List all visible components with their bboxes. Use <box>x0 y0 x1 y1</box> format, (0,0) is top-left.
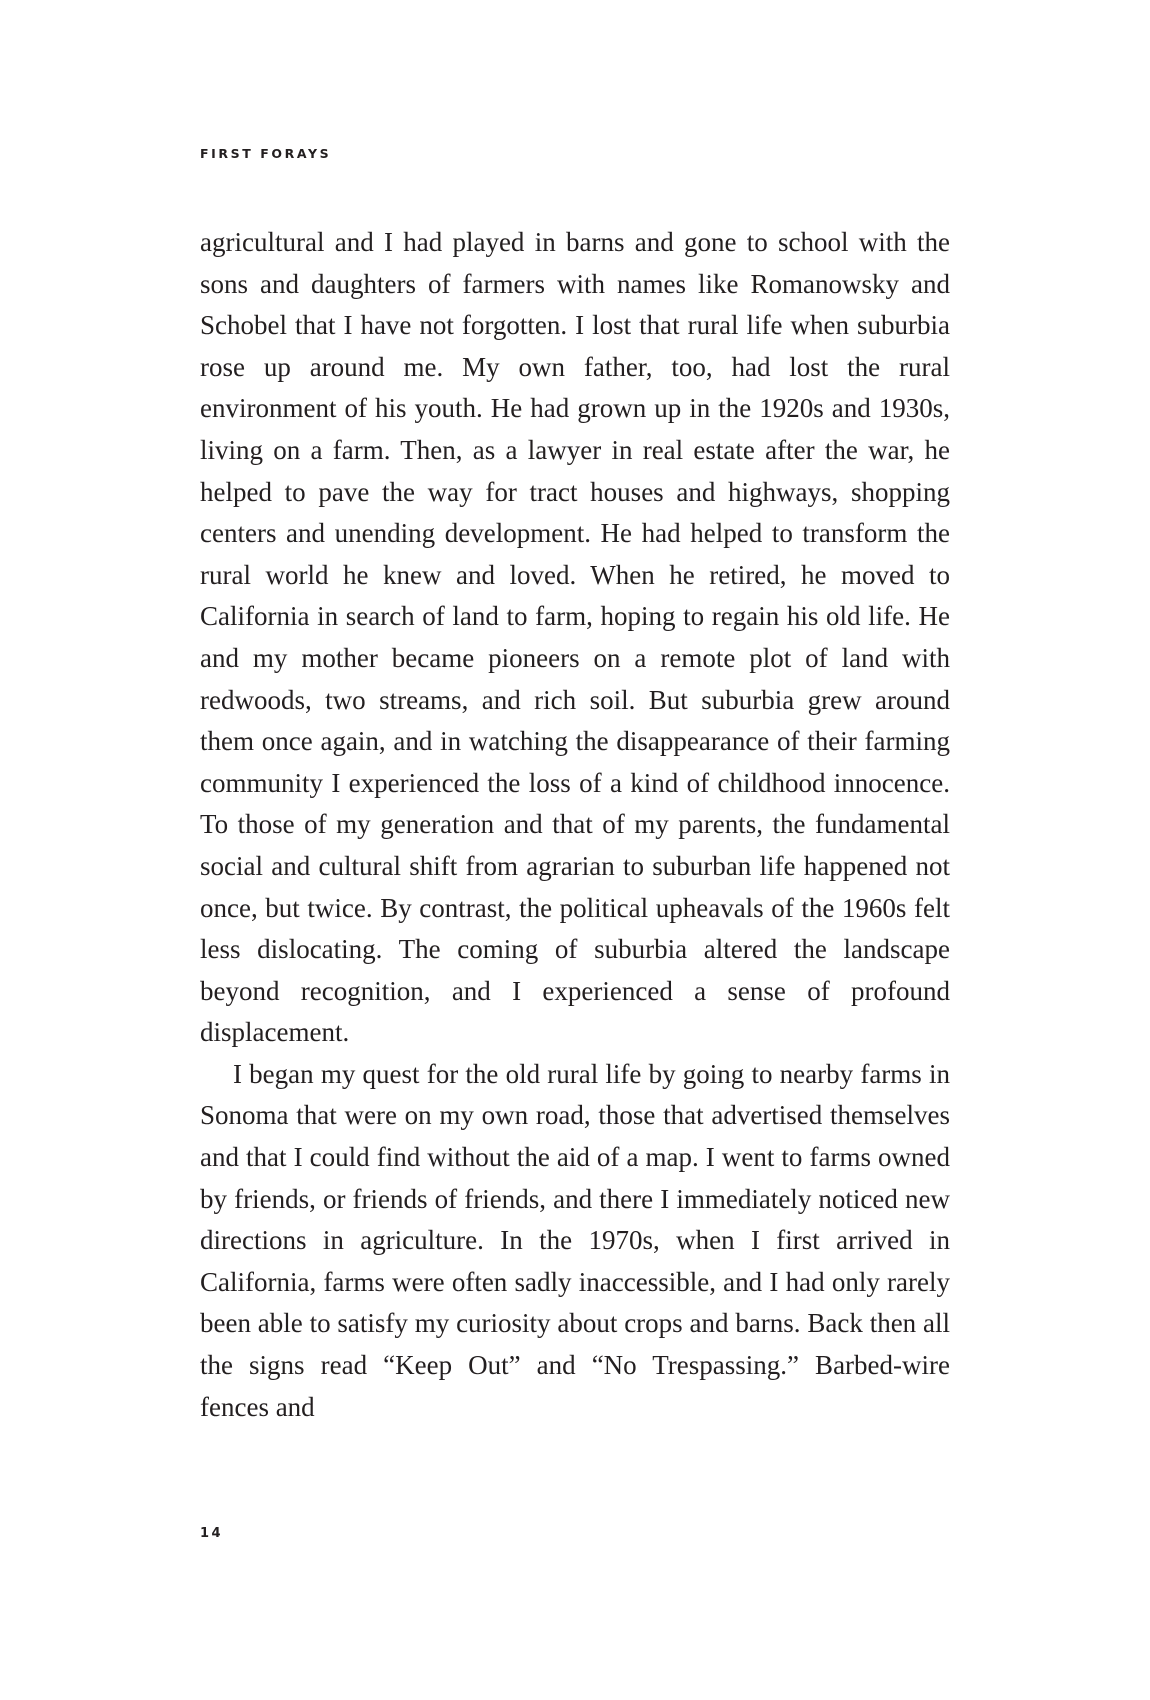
paragraph-quest: I began my quest for the old rural life by going to nearby farms in Sonoma that were on my own road, those that advertised themselves and that I could find without the aid of a map. I went to farms owned by friends, or friends of friends, and there I immediately noticed new directions in agriculture. In the 1970s, when I first arrived in California, farms were often sadly inaccessible, and I had only rarely been able to satisfy my curiosity about crops and barns. Back then all the signs read “Keep Out” and “No Trespassing.” Barbed-wire fences and <box>200 1058 950 1422</box>
paragraph-continued: agricultural and I had played in barns and gone to school with the sons and daughters of farmers with names like Romanowsky and Schobel that I have not forgotten. I lost that rural life when suburbia rose up around me. My own father, too, had lost the rural environment of his youth. He had grown up in the 1920s and 1930s, living on a farm. Then, as a lawyer in real estate after the war, he helped to pave the way for tract houses and highways, shopping centers and unending development. He had helped to transform the rural world he knew and loved. When he retired, he moved to California in search of land to farm, hoping to regain his old life. He and my mother became pioneers on a remote plot of land with redwoods, two streams, and rich soil. But suburbia grew around them once again, and in watching the disappearance of their farming community I experienced the loss of a kind of childhood innocence. To those of my generation and that of my parents, the fundamental social and cultural shift from agrarian to suburban life happened not once, but twice. By contrast, the political upheavals of the 1960s felt less dislocating. The coming of suburbia altered the landscape beyond recognition, and I experienced a sense of profound displacement. <box>200 227 950 1048</box>
body-text <box>200 222 950 1428</box>
running-head: FIRST FORAYS <box>200 146 332 161</box>
page-number: 14 <box>200 1526 224 1541</box>
